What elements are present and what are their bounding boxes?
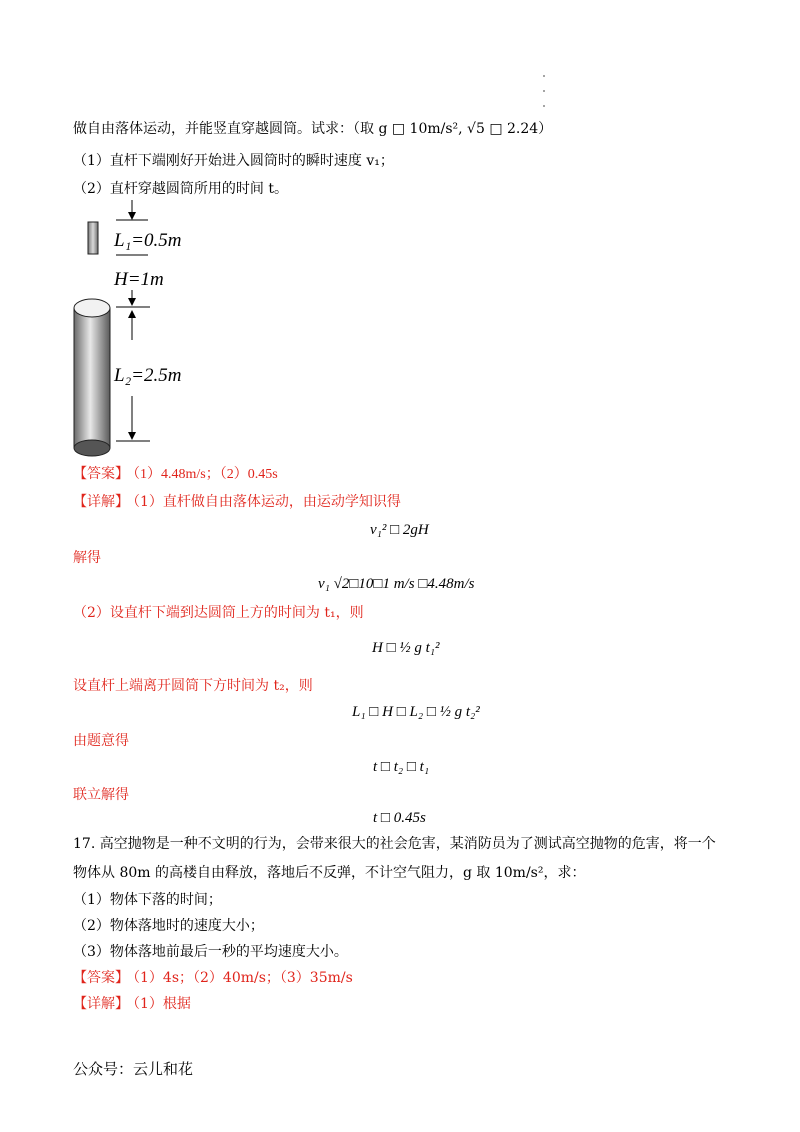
- rod: [88, 222, 98, 254]
- detail-text: （1）根据: [133, 996, 191, 1012]
- q17-line1: 17. 高空抛物是一种不文明的行为，会带来很大的社会危害，某消防员为了测试高空抛物的危害，将一个: [73, 836, 716, 852]
- answer-tag: 【答案】: [73, 970, 129, 986]
- q16-detail-line: [73, 493, 401, 511]
- combined-solve-label: 联立解得: [73, 787, 129, 803]
- q17-part3: （3）物体落地前最后一秒的平均速度大小。: [73, 944, 348, 960]
- equation-3: H □ ½ g t₁²: [372, 640, 440, 656]
- l1-label: L₁=0.5m: [114, 230, 182, 251]
- cylinder: [74, 308, 110, 448]
- footer-wechat: 公众号：云儿和花: [73, 1060, 194, 1078]
- q17-detail-line: [73, 995, 191, 1013]
- q17-answer-line: [73, 969, 353, 987]
- equation-1: v₁² □ 2gH: [370, 522, 429, 538]
- equation-5: t □ t₂ □ t₁: [373, 759, 430, 775]
- q16-detail-2: （2）设直杆下端到达圆筒上方的时间为 t₁，则: [73, 605, 364, 621]
- q17-part1: （1）物体下落的时间；: [73, 892, 222, 908]
- q16-answer-line: [73, 465, 278, 484]
- detail-text: （1）直杆做自由落体运动，由运动学知识得: [133, 494, 401, 510]
- equation-4: L₁ □ H □ L₂ □ ½ g t₂²: [352, 704, 480, 720]
- q17-line2: 物体从 80m 的高楼自由释放，落地后不反弹，不计空气阻力，g 取 10m/s²，求：: [73, 865, 586, 881]
- q16-part2: （2）直杆穿越圆筒所用的时间 t。: [73, 181, 288, 197]
- equation-2: v₁ √2□10□1 m/s □4.48m/s: [318, 576, 475, 592]
- detail-tag: 【详解】: [73, 494, 129, 510]
- margin-mark: [543, 75, 545, 77]
- q16-part1: （1）直杆下端刚好开始进入圆筒时的瞬时速度 v₁；: [73, 153, 394, 169]
- rod-cylinder-figure: [60, 200, 280, 460]
- solve-label: 解得: [73, 550, 101, 566]
- margin-mark: [543, 90, 545, 92]
- q16-detail-3: 设直杆上端离开圆筒下方时间为 t₂，则: [73, 678, 313, 694]
- equation-6: t □ 0.45s: [373, 810, 426, 826]
- answer-text: （1）4.48m/s；（2）0.45s: [133, 467, 278, 482]
- detail-tag: 【详解】: [73, 996, 129, 1012]
- q17-part2: （2）物体落地时的速度大小；: [73, 918, 264, 934]
- h-label: H=1m: [114, 269, 164, 290]
- answer-tag: 【答案】: [73, 466, 129, 482]
- l2-label: L₂=2.5m: [114, 365, 182, 386]
- margin-mark: [543, 105, 545, 107]
- from-problem-label: 由题意得: [73, 733, 129, 749]
- q16-intro: 做自由落体运动，并能竖直穿越圆筒。试求：（取 g □ 10m/s², √5 □ 2.24）: [73, 121, 553, 137]
- answer-text: （1）4s；（2）40m/s；（3）35m/s: [133, 970, 353, 986]
